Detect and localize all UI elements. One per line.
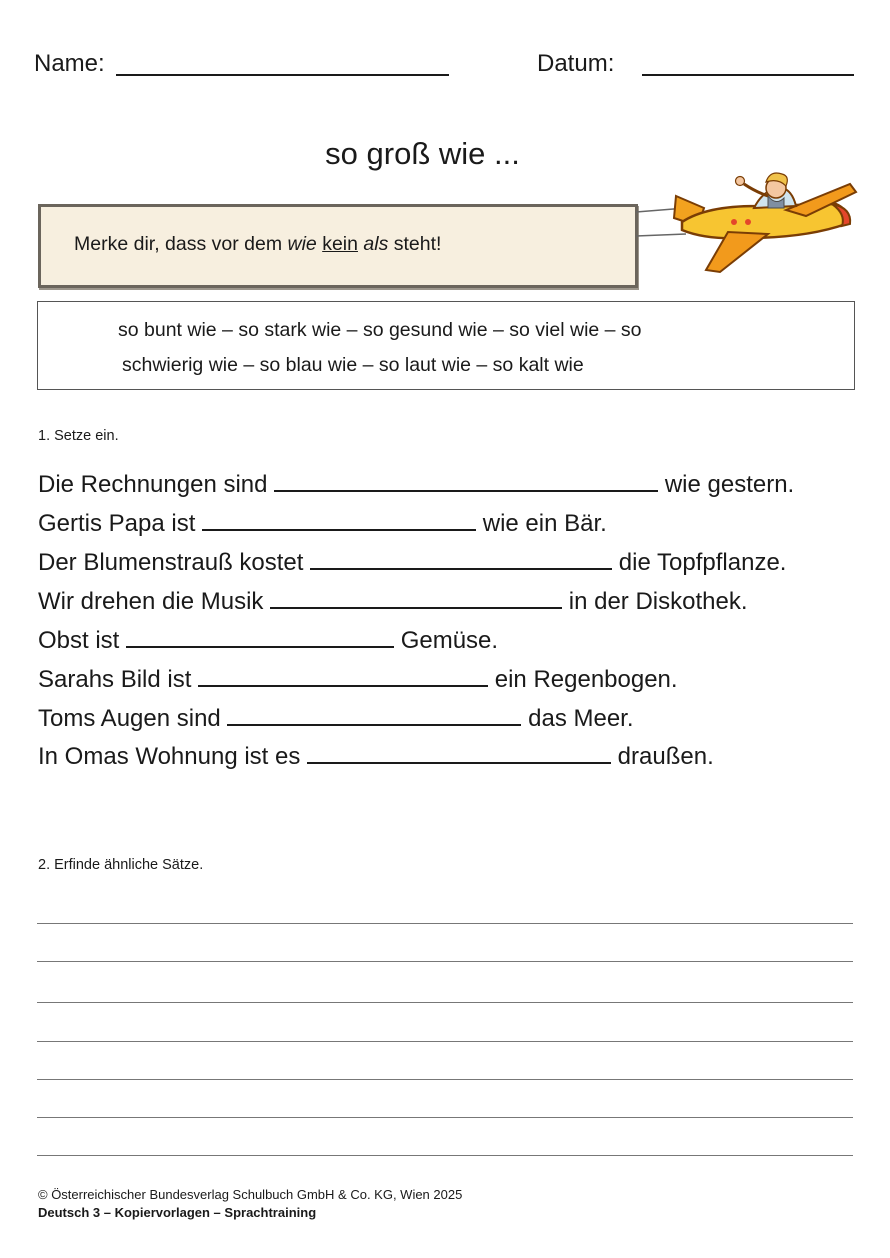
writing-line[interactable] [37,1155,853,1156]
sentence-8: In Omas Wohnung ist es draußen. [38,743,714,770]
note-suffix: steht! [388,233,442,255]
note-text [74,233,441,256]
note-word-kein: kein [322,233,358,255]
date-label: Datum: [537,50,615,77]
writing-line[interactable] [37,1117,853,1118]
writing-line[interactable] [37,1041,853,1042]
sentence-6: Sarahs Bild ist ein Regenbogen. [38,666,678,693]
note-prefix: Merke dir, dass vor dem [74,233,288,255]
word-bank-line-2: schwierig wie – so blau wie – so laut wie – so kalt wie [122,354,584,376]
sentence-7: Toms Augen sind das Meer. [38,705,634,732]
blank-field[interactable] [307,761,611,764]
writing-line[interactable] [37,961,853,962]
sentence-4: Wir drehen die Musik in der Diskothek. [38,588,748,615]
blank-field[interactable] [270,606,562,609]
sentence-1: Die Rechnungen sind wie gestern. [38,471,795,498]
name-label: Name: [34,50,105,77]
writing-line[interactable] [37,1002,853,1003]
blank-field[interactable] [310,567,612,570]
name-field-line[interactable] [116,74,449,76]
note-word-wie: wie [287,233,317,255]
sentence-3: Der Blumenstrauß kostet die Topfpflanze. [38,549,787,576]
word-bank-box [37,301,855,390]
writing-line[interactable] [37,923,853,924]
footer-series: Deutsch 3 – Kopiervorlagen – Sprachtraining [38,1205,317,1220]
blank-field[interactable] [274,489,658,492]
blank-field[interactable] [227,723,521,726]
blank-field[interactable] [198,684,488,687]
airplane-illustration [636,166,858,278]
task-2-instruction: 2. Erfinde ähnliche Sätze. [38,857,204,873]
date-field-line[interactable] [642,74,854,76]
task-1-instruction: 1. Setze ein. [38,428,119,444]
footer-copyright: © Österreichischer Bundesverlag Schulbuch GmbH & Co. KG, Wien 2025 [38,1187,463,1202]
note-box [38,204,638,288]
blank-field[interactable] [202,528,476,531]
sentence-2: Gertis Papa ist wie ein Bär. [38,510,607,537]
blank-field[interactable] [126,645,394,648]
sentence-5: Obst ist Gemüse. [38,627,499,654]
word-bank-line-1: so bunt wie – so stark wie – so gesund wie – so viel wie – so [118,319,642,341]
note-word-als: als [363,233,389,255]
writing-line[interactable] [37,1079,853,1080]
page-title: so groß wie ... [325,136,520,171]
